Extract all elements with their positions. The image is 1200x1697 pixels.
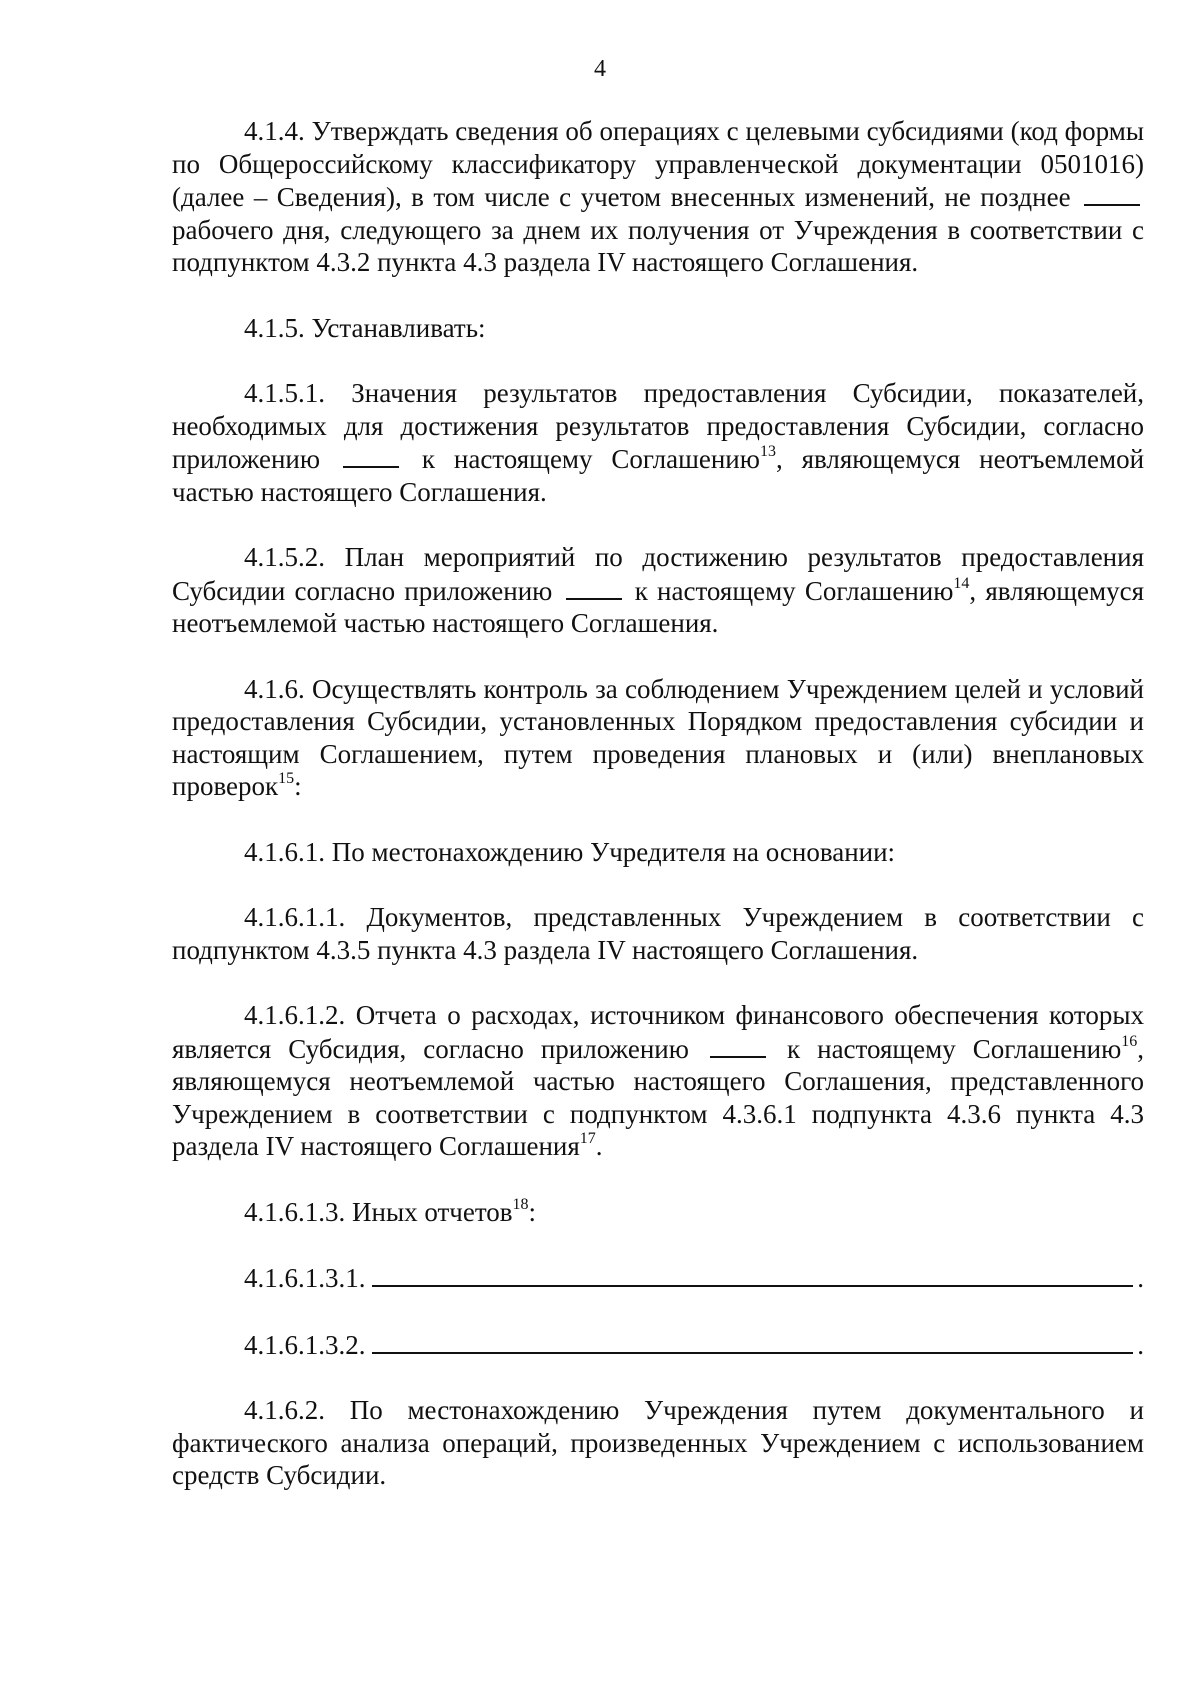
clause-4-1-6-1-3 xyxy=(172,1196,1144,1229)
clause-text: , являющемуся неотъемлемой частью настоящего Соглашения. xyxy=(172,444,1145,507)
clause-text: По местонахождению Учредителя на основании: xyxy=(331,836,896,867)
clause-text: , являющемуся неотъемлемой частью настоящего Соглашения. xyxy=(172,575,1144,638)
clause-number: 4.1.6.2. xyxy=(244,1395,325,1425)
fill-in-line xyxy=(372,1261,1134,1287)
clause-4-1-5-1 xyxy=(172,377,1144,508)
page-number: 4 xyxy=(594,56,606,82)
clause-number: 4.1.4. xyxy=(244,116,305,146)
footnote-ref: 17 xyxy=(579,1130,596,1147)
clause-text: : xyxy=(528,1196,537,1227)
clause-end: . xyxy=(1137,1329,1144,1360)
clause-4-1-6-1-3-2 xyxy=(244,1328,1144,1362)
clause-4-1-6-1-2 xyxy=(172,999,1144,1163)
clause-4-1-5 xyxy=(172,312,1144,345)
clause-number: 4.1.5.2. xyxy=(244,542,325,572)
clause-number: 4.1.6.1.3. xyxy=(244,1196,346,1227)
clause-4-1-6 xyxy=(172,673,1144,803)
clause-text: , являющемуся неотъемлемой частью настоящего Соглашения, представленного Учреждением в соответствии с подпунктом 4.3.6.1 подпункта 4.3.6 пункта 4.3 раздела IV настоящего Соглашения xyxy=(172,1033,1145,1161)
blank-field xyxy=(1084,180,1140,206)
footnote-ref: 16 xyxy=(1121,1032,1138,1050)
blank-field xyxy=(710,1032,766,1058)
clause-number: 4.1.5.1. xyxy=(244,378,325,408)
clause-4-1-6-1-1 xyxy=(172,901,1144,966)
clause-text: Документов, представленных Учреждением в соответствии с подпунктом 4.3.5 пункта 4.3 раздела IV настоящего Соглашения. xyxy=(172,902,1145,965)
clause-text: Утверждать сведения об операциях с целевыми субсидиями (код формы по Общероссийскому классификатору управленческой документации 0501016) (далее – Сведения), в том числе с учетом внесенных изменений, не позднее xyxy=(172,116,1144,212)
clause-text: Устанавливать: xyxy=(311,312,486,343)
footnote-ref: 18 xyxy=(512,1195,529,1213)
clause-text: Отчета о расходах, источником финансового обеспечения которых является Субсидия, согласно приложению xyxy=(172,1000,1144,1064)
footnote-ref: 13 xyxy=(759,443,776,460)
clause-text: к настоящему Соглашению xyxy=(786,1033,1122,1064)
clause-4-1-6-1-3-1 xyxy=(244,1261,1144,1295)
clause-number: 4.1.6.1.3.2. xyxy=(244,1329,366,1360)
clause-4-1-6-2 xyxy=(172,1394,1144,1492)
clause-number: 4.1.6.1.3.1. xyxy=(244,1263,366,1293)
clause-text: к настоящему Соглашению xyxy=(634,575,954,606)
footnote-ref: 14 xyxy=(953,574,970,592)
clause-4-1-6-1 xyxy=(172,836,1144,869)
clause-text: Значения результатов предоставления Субсидии, показателей, необходимых для достижения результатов предоставления Субсидии, согласно приложению xyxy=(172,378,1144,474)
clause-number: 4.1.6.1.2. xyxy=(244,1000,346,1030)
footnote-ref: 15 xyxy=(278,770,295,787)
clause-text: : xyxy=(294,771,302,801)
clause-text: План мероприятий по достижению результатов предоставления Субсидии согласно приложению xyxy=(172,542,1144,606)
clause-text: рабочего дня, следующего за днем их получения от Учреждения в соответствии с подпунктом 4.3.2 пункта 4.3 раздела IV настоящего Соглашения. xyxy=(172,214,1144,277)
clause-text: Иных отчетов xyxy=(352,1196,513,1227)
clause-4-1-4 xyxy=(172,115,1144,279)
clause-text: По местонахождению Учреждения путем документального и фактического анализа операций, произведенных Учреждением с использованием средств Субсидии. xyxy=(172,1395,1144,1490)
clause-number: 4.1.6.1.1. xyxy=(244,902,346,932)
clause-4-1-5-2 xyxy=(172,541,1144,640)
clause-end: . xyxy=(1137,1263,1144,1293)
clause-number: 4.1.5. xyxy=(244,312,305,343)
clause-text: Осуществлять контроль за соблюдением Учреждением целей и условий предоставления Субсидии, установленных Порядком предоставления субсидии и настоящим Соглашением, путем проведения плановых и (или) внеплановых проверок xyxy=(172,673,1145,801)
blank-field xyxy=(566,574,622,600)
blank-field xyxy=(343,442,399,468)
document-body xyxy=(172,115,1144,1525)
fill-in-line xyxy=(372,1328,1134,1354)
clause-text: . xyxy=(595,1131,603,1161)
clause-text: к настоящему Соглашению xyxy=(421,444,760,474)
clause-number: 4.1.6.1. xyxy=(244,836,325,867)
clause-number: 4.1.6. xyxy=(244,673,305,704)
